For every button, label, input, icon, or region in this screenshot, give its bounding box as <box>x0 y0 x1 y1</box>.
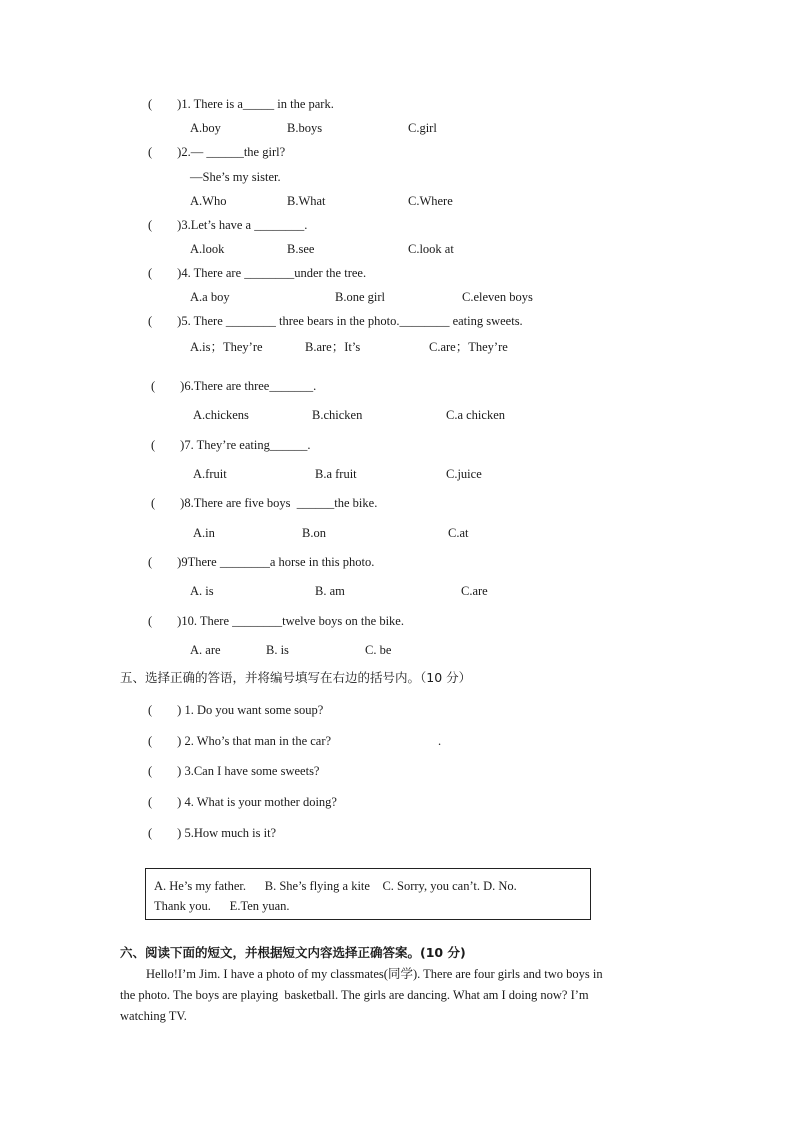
option-c: C.look at <box>408 242 454 256</box>
option-c: C.are；They’re <box>429 340 508 354</box>
section-6-heading: 六、阅读下面的短文，并根据短文内容选择正确答案。(10 分) <box>120 945 466 960</box>
option-a: A.a boy <box>190 290 230 304</box>
option-a: A.chickens <box>193 408 249 422</box>
question-stem: ( )6.There are three_______. <box>151 379 317 393</box>
option-a: A.in <box>193 526 215 540</box>
option-c: C. be <box>365 643 392 657</box>
answer-options-line-1: A. He’s my father. B. She’s flying a kite C. Sorry, you can’t. D. No. <box>154 879 517 893</box>
option-b: B.one girl <box>335 290 385 304</box>
option-b: B.are；It’s <box>305 340 361 354</box>
question-dialogue: —She’s my sister. <box>190 170 281 184</box>
passage-line-2: the photo. The boys are playing basketball. The girls are dancing. What am I doing now? I’m <box>120 988 589 1002</box>
match-question-5: ( ) 5.How much is it? <box>148 826 277 840</box>
option-b: B. am <box>315 584 345 598</box>
passage-line-3: watching TV. <box>120 1009 187 1023</box>
question-stem: ( )8.There are five boys ______the bike. <box>151 496 378 510</box>
option-b: B.a fruit <box>315 467 357 481</box>
option-a: A.Who <box>190 194 227 208</box>
option-b: B. is <box>266 643 289 657</box>
section-5-heading: 五、选择正确的答语，并将编号填写在右边的括号内。（10 分） <box>120 670 472 685</box>
match-question-3: ( ) 3.Can I have some sweets? <box>148 764 320 778</box>
option-a: A.boy <box>190 121 221 135</box>
option-b: B.What <box>287 194 326 208</box>
question-stem: ( )1. There is a_____ in the park. <box>148 97 334 111</box>
option-a: A.is；They’re <box>190 340 263 354</box>
option-a: A. are <box>190 643 221 657</box>
question-stem: ( )4. There are ________under the tree. <box>148 266 367 280</box>
option-c: C.juice <box>446 467 482 481</box>
option-c: C.Where <box>408 194 453 208</box>
question-stem: ( )10. There ________twelve boys on the bike. <box>148 614 404 628</box>
match-question-2: ( ) 2. Who’s that man in the car? <box>148 734 332 748</box>
option-b: B.see <box>287 242 315 256</box>
option-b: B.on <box>302 526 326 540</box>
answer-options-line-2: Thank you. E.Ten yuan. <box>154 899 290 913</box>
option-a: A. is <box>190 584 214 598</box>
option-c: C.a chicken <box>446 408 506 422</box>
option-b: B.boys <box>287 121 323 135</box>
option-c: C.eleven boys <box>462 290 533 304</box>
match-question-4: ( ) 4. What is your mother doing? <box>148 795 337 809</box>
option-a: A.fruit <box>193 467 227 481</box>
passage-line-1: Hello!I’m Jim. I have a photo of my classmates(同学). There are four girls and two boys in <box>146 967 603 981</box>
question-stem: ( )5. There ________ three bears in the photo.________ eating sweets. <box>148 314 523 328</box>
question-stem: ( )9There ________a horse in this photo. <box>148 555 375 569</box>
option-c: C.are <box>461 584 488 598</box>
question-stem: ( )2.— ______the girl? <box>148 145 286 159</box>
option-c: C.at <box>448 526 469 540</box>
question-stem: ( )3.Let’s have a ________. <box>148 218 308 232</box>
stray-dot: . <box>438 734 442 748</box>
option-c: C.girl <box>408 121 437 135</box>
match-question-1: ( ) 1. Do you want some soup? <box>148 703 324 717</box>
option-b: B.chicken <box>312 408 363 422</box>
question-stem: ( )7. They’re eating______. <box>151 438 311 452</box>
option-a: A.look <box>190 242 225 256</box>
